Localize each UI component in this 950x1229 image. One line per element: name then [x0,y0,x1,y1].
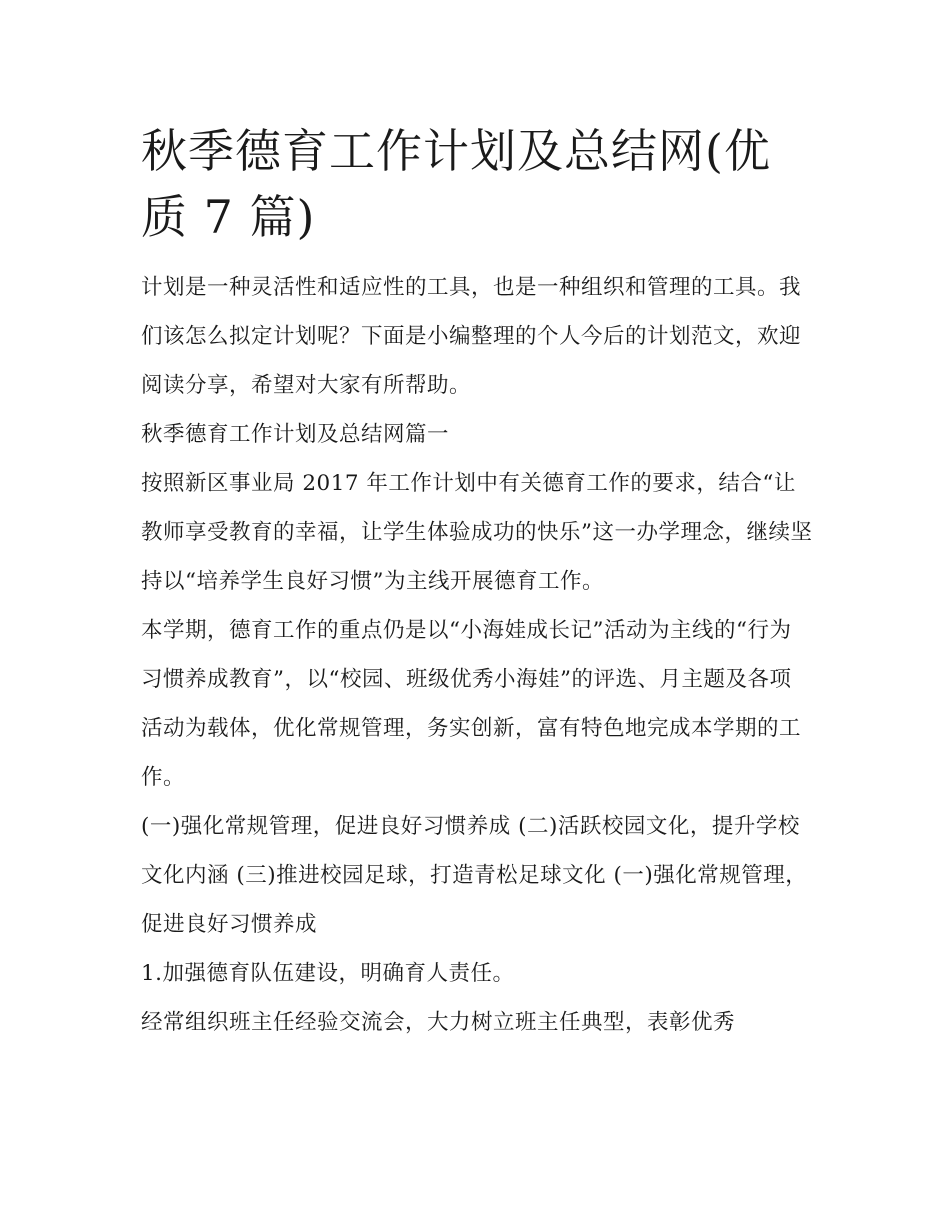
document-title: 秋季德育工作计划及总结网(优质 7 篇) [141,124,771,244]
outline-paragraph: (一)强化常规管理，促进良好习惯养成 (二)活跃校园文化，提升学校文化内涵 (三)推进校园足球，打造青松足球文化 (一)强化常规管理，促进良好习惯养成 [141,814,808,937]
body-paragraph: 本学期，德育工作的重点仍是以“小海娃成长记”活动为主线的“行为习惯养成教育”，以“校园、班级优秀小海娃”的评选、月主题及各项活动为载体，优化常规管理，务实创新，富有特色地完成本学期的工作。 [141,618,802,790]
document-page [141,118,813,1047]
section-heading: 秋季德育工作计划及总结网篇一 [141,422,450,447]
subsection-heading: 1.加强德育队伍建设，明确育人责任。 [141,961,515,986]
body-paragraph: 按照新区事业局 2017 年工作计划中有关德育工作的要求，结合“让教师享受教育的幸福，让学生体验成功的快乐”这一办学理念，继续坚持以“培养学生良好习惯”为主线开展德育工作。 [141,471,813,594]
body-paragraph: 经常组织班主任经验交流会，大力树立班主任典型，表彰优秀 [141,1010,736,1035]
intro-paragraph: 计划是一种灵活性和适应性的工具，也是一种组织和管理的工具。我们该怎么拟定计划呢？下面是小编整理的个人今后的计划范文，欢迎阅读分享，希望对大家有所帮助。 [141,275,802,398]
